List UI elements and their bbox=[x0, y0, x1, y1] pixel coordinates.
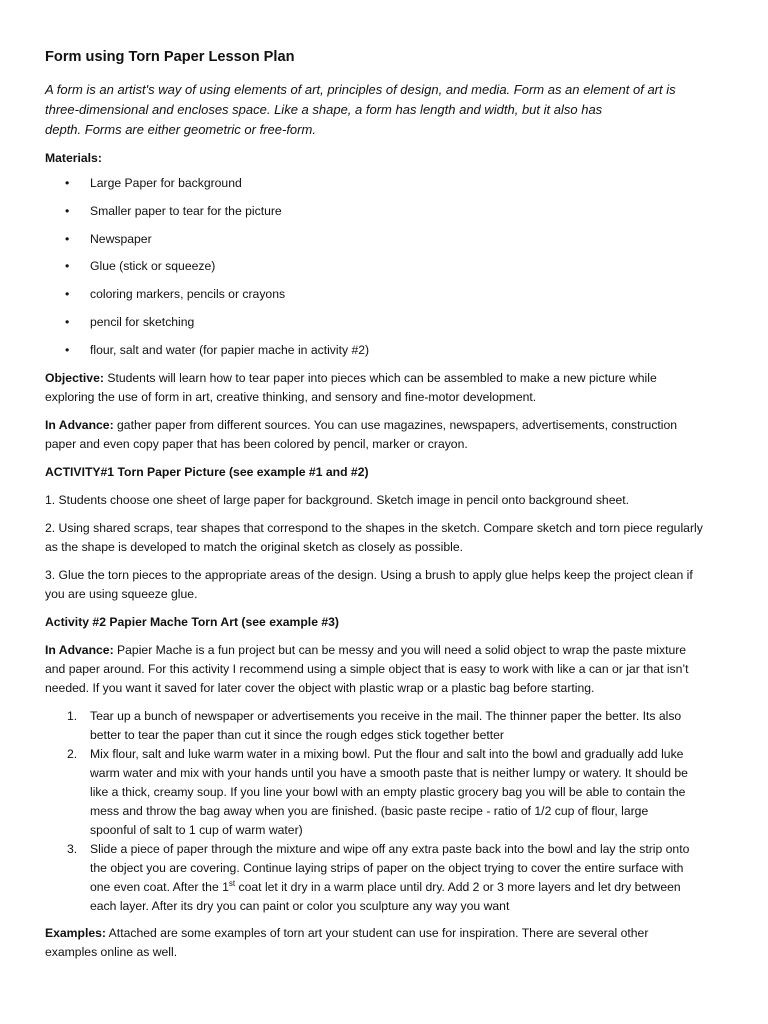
in-advance-text: Papier Mache is a fun project but can be messy and you will need a solid object to wrap the paste mixture bbox=[113, 642, 687, 657]
list-item-text: Smaller paper to tear for the picture bbox=[90, 203, 282, 218]
list-item bbox=[45, 707, 725, 745]
step-number: 2. bbox=[67, 746, 78, 761]
examples-text: examples online as well. bbox=[45, 944, 178, 959]
step-text: one even coat. After the 1 bbox=[90, 879, 229, 894]
list-item bbox=[45, 202, 725, 221]
step-number: 1. bbox=[67, 708, 78, 723]
activity-2-steps bbox=[45, 707, 725, 916]
in-advance-label: In Advance: bbox=[45, 642, 114, 657]
page-title: Form using Torn Paper Lesson Plan bbox=[45, 49, 295, 65]
step-text: mess and throw the bag away when you are finished. (basic paste recipe - ratio of 1/2 cup of flour, large bbox=[90, 803, 649, 818]
objective-paragraph bbox=[45, 369, 725, 407]
list-item bbox=[45, 174, 725, 193]
step-text: warm water and mix with your hands until you have a smooth paste that is neither lumpy or watery. It should be bbox=[90, 765, 688, 780]
list-item-text: coloring markers, pencils or crayons bbox=[90, 287, 286, 302]
list-item bbox=[45, 313, 725, 332]
bullet-icon: • bbox=[65, 203, 70, 218]
intro-line: A form is an artist's way of using elements of art, principles of design, and media. Form as an element of art is bbox=[45, 82, 676, 97]
step-text: like a thick, creamy soup. If you line your bowl with an empty plastic grocery bag you will be able to contain the bbox=[90, 784, 686, 799]
document-page bbox=[45, 49, 725, 962]
bullet-icon: • bbox=[65, 231, 70, 246]
step-text: coat let it dry in a warm place until dry. Add 2 or 3 more layers and let dry between bbox=[235, 879, 681, 894]
bullet-icon: • bbox=[65, 314, 70, 329]
ordinal-superscript: st bbox=[228, 878, 236, 888]
step-text: 2. Using shared scraps, tear shapes that correspond to the shapes in the sketch. Compare sketch and torn piece regularly bbox=[45, 520, 703, 535]
examples-text: Attached are some examples of torn art your student can use for inspiration. There are several other bbox=[105, 925, 649, 940]
list-item bbox=[45, 285, 725, 304]
intro-line: three-dimensional and encloses space. Like a shape, a form has length and width, but it also has bbox=[45, 102, 603, 117]
objective-text: exploring the use of form in art, creative thinking, and sensory and fine-motor development. bbox=[45, 389, 537, 404]
step-text: spoonful of salt to 1 cup of warm water) bbox=[90, 822, 303, 837]
intro-paragraph bbox=[45, 80, 725, 140]
in-advance-paragraph bbox=[45, 416, 725, 454]
activity-1-step-2 bbox=[45, 519, 725, 557]
intro-line: depth. Forms are either geometric or free-form. bbox=[45, 122, 316, 137]
list-item-text: Large Paper for background bbox=[90, 176, 242, 190]
in-advance-text: paper and even copy paper that has been colored by pencil, marker or crayon. bbox=[45, 436, 468, 451]
objective-label: Objective: bbox=[45, 370, 104, 385]
bullet-icon: • bbox=[65, 259, 70, 274]
list-item-text: Newspaper bbox=[90, 231, 152, 246]
step-text: Slide a piece of paper through the mixture and wipe off any extra paste back into the bowl and lay the strip onto bbox=[90, 841, 690, 856]
objective-text: Students will learn how to tear paper into pieces which can be assembled to make a new picture while bbox=[103, 370, 657, 385]
examples-paragraph bbox=[45, 924, 725, 962]
activity-1-step-1: 1. Students choose one sheet of large paper for background. Sketch image in pencil onto background sheet. bbox=[45, 492, 630, 507]
step-text: 3. Glue the torn pieces to the appropriate areas of the design. Using a brush to apply glue helps keep the project clean if bbox=[45, 567, 693, 582]
step-text: better to tear the paper than cut it since the rough edges stick together better bbox=[90, 727, 504, 742]
activity-1-step-3 bbox=[45, 566, 725, 604]
bullet-icon: • bbox=[65, 176, 70, 190]
materials-heading: Materials: bbox=[45, 151, 102, 165]
list-item bbox=[45, 840, 725, 916]
list-item-text: flour, salt and water (for papier mache in activity #2) bbox=[90, 342, 370, 357]
in-advance-label: In Advance: bbox=[45, 417, 114, 432]
list-item bbox=[45, 745, 725, 840]
examples-label: Examples: bbox=[45, 925, 106, 940]
materials-list bbox=[45, 174, 725, 360]
list-item bbox=[45, 341, 725, 360]
step-text: as the shape is developed to match the original sketch as closely as possible. bbox=[45, 539, 463, 554]
bullet-icon: • bbox=[65, 287, 70, 302]
bullet-icon: • bbox=[65, 342, 70, 357]
step-number: 3. bbox=[67, 841, 78, 856]
list-item bbox=[45, 257, 725, 276]
in-advance-text: needed. If you want it saved for later cover the object with plastic wrap or a plastic bag before starting. bbox=[45, 680, 595, 695]
step-text: you are using squeeze glue. bbox=[45, 586, 198, 601]
list-item-text: Glue (stick or squeeze) bbox=[90, 259, 216, 274]
in-advance-text: and paper around. For this activity I recommend using a simple object that is easy to work with like a can or jar that isn’t bbox=[45, 661, 689, 676]
activity-2-heading: Activity #2 Papier Mache Torn Art (see example #3) bbox=[45, 614, 339, 629]
list-item-text: pencil for sketching bbox=[90, 314, 195, 329]
step-text: each layer. After its dry you can paint or color you sculpture any way you want bbox=[90, 898, 510, 913]
in-advance-text: gather paper from different sources. You can use magazines, newspapers, advertisements, construction bbox=[113, 417, 678, 432]
step-text: Mix flour, salt and luke warm water in a mixing bowl. Put the flour and salt into the bowl and gradually add luke bbox=[90, 746, 684, 761]
list-item bbox=[45, 230, 725, 249]
activity-1-heading: ACTIVITY#1 Torn Paper Picture (see example #1 and #2) bbox=[45, 464, 369, 479]
step-text: Tear up a bunch of newspaper or advertisements you receive in the mail. The thinner paper the better. Its also bbox=[90, 708, 682, 723]
step-text: the object you are covering. Continue laying strips of paper on the object trying to cover the entire surface with bbox=[90, 860, 684, 875]
activity-2-in-advance bbox=[45, 641, 725, 698]
